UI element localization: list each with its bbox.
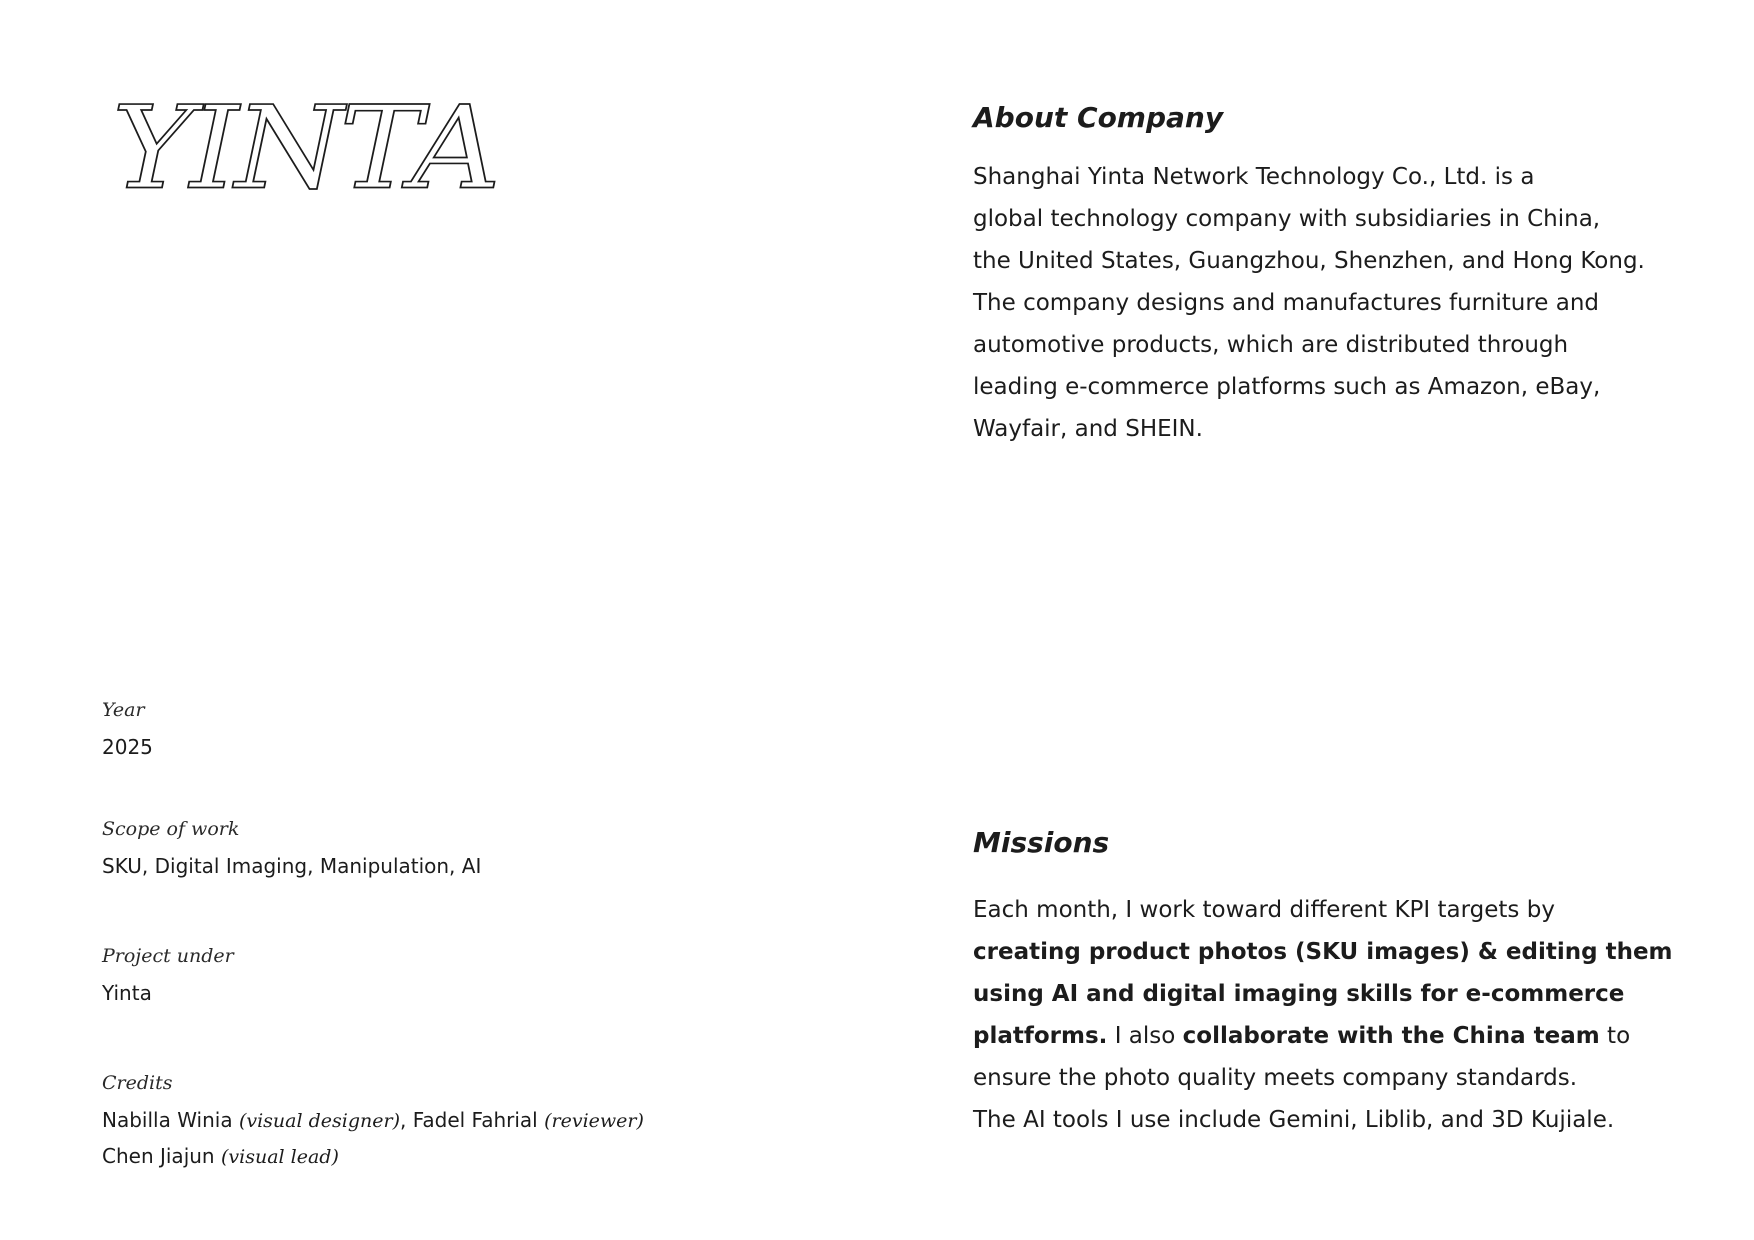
missions-text: to [1599,1023,1631,1049]
meta-scope [102,817,481,884]
meta-label-project: Project under [102,945,234,967]
meta-label-scope: Scope of work [102,818,240,840]
meta-label-year: Year [102,699,145,721]
missions-line [973,931,1673,973]
meta-label-credits: Credits [102,1072,173,1094]
missions-line: The AI tools I use include Gemini, Liblib, and 3D Kujiale. [973,1107,1615,1133]
missions-line [973,973,1653,1015]
missions-line: ensure the photo quality meets company standards. [973,1065,1578,1091]
about-line: the United States, Guangzhou, Shenzhen, and Hong Kong. [973,248,1645,274]
about-line: global technology company with subsidiaries in China, [973,206,1601,232]
missions-text: I also [1107,1023,1183,1049]
about-line: Shanghai Yinta Network Technology Co., Ltd. is a [973,164,1535,190]
meta-value-scope: SKU, Digital Imaging, Manipulation, AI [102,854,482,878]
credit-role: reviewer [551,1110,637,1132]
about-line: leading e-commerce platforms such as Amazon, eBay, [973,374,1601,400]
credit-name: Fadel Fahrial [412,1108,538,1132]
meta-value-project: Yinta [102,981,152,1005]
credit-role: visual lead [228,1146,332,1168]
missions-title: Missions [973,826,1110,859]
about-title: About Company [973,101,1224,134]
meta-value-year: 2025 [102,735,153,759]
meta-project [102,944,234,1011]
yinta-logo: YINTA [112,82,497,216]
credit-name: Nabilla Winia [102,1108,233,1132]
credits-list [102,1103,644,1175]
missions-line [973,1015,1653,1057]
missions-emphasis: collaborate with the China team [1182,1023,1600,1049]
missions-emphasis: creating product photos (SKU images) & editing them [973,939,1673,965]
missions-body [973,889,1673,1141]
missions-emphasis: platforms. [973,1023,1108,1049]
missions-emphasis: using AI and digital imaging skills for e-commerce [973,981,1625,1007]
credits-line-2: Chen Jiajun (visual lead) [102,1144,339,1168]
credit-role: visual designer [246,1110,393,1132]
meta-year [102,698,153,765]
credit-name: Chen Jiajun [102,1144,215,1168]
meta-credits [102,1071,644,1175]
about-line: The company designs and manufactures furniture and [973,290,1600,316]
about-line: automotive products, which are distributed through [973,332,1569,358]
about-body [973,156,1653,450]
missions-line: Each month, I work toward different KPI targets by [973,897,1555,923]
credits-line-1: Nabilla Winia (visual designer), Fadel Fahrial (reviewer) [102,1108,644,1132]
about-line: Wayfair, and SHEIN. [973,416,1203,442]
